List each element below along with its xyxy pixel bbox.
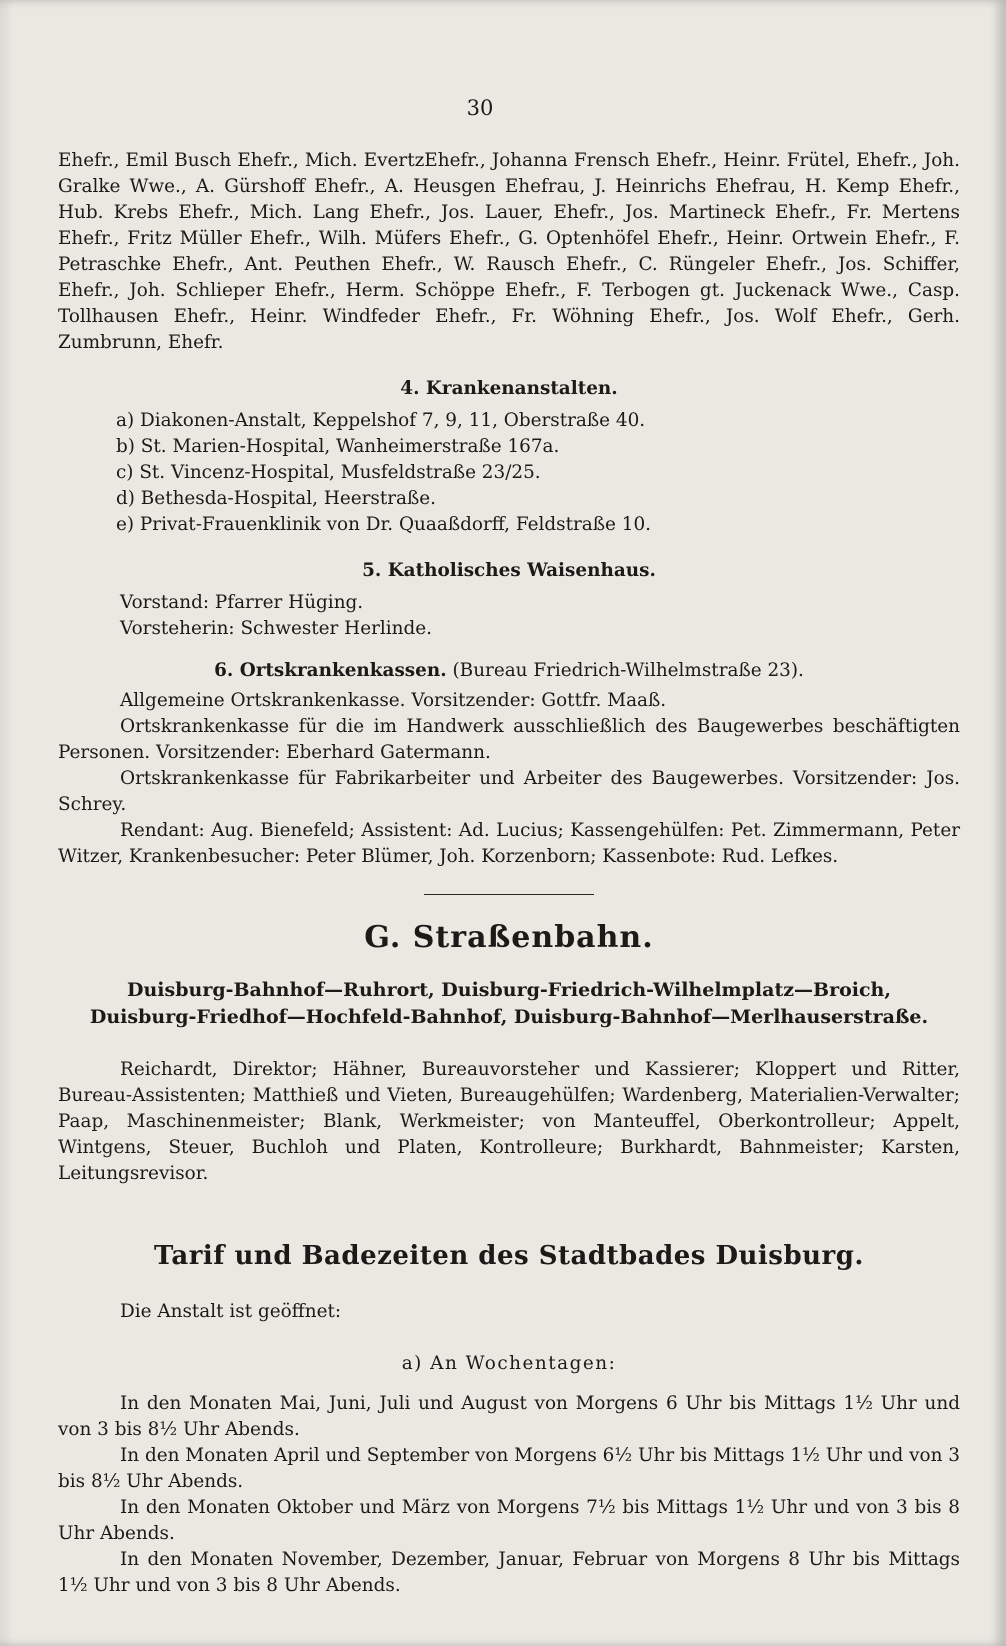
section-strassenbahn bbox=[58, 920, 960, 1187]
divider bbox=[424, 894, 594, 895]
paragraph: Ortskrankenkasse für die im Handwerk ausschließlich des Baugewerbes beschäftigten Personen. Vorsitzender: Eberhard Gatermann. bbox=[58, 716, 960, 763]
schedule-paragraph: In den Monaten Oktober und März von Morgens 7½ bis Mittags 1½ Uhr und von 3 bis 8 Uhr Abends. bbox=[58, 1497, 960, 1544]
section-heading-note: (Bureau Friedrich-Wilhelmstraße 23). bbox=[452, 660, 804, 681]
schedule-paragraph: In den Monaten Mai, Juni, Juli und August von Morgens 6 Uhr bis Mittags 1½ Uhr und von 3 bis 8½ Uhr Abends. bbox=[58, 1393, 960, 1440]
list-item: c) St. Vincenz-Hospital, Musfeldstraße 23/25. bbox=[116, 462, 541, 483]
section-ortskrankenkassen bbox=[58, 658, 960, 870]
weekday-heading: a) An Wochentagen: bbox=[401, 1353, 617, 1374]
bath-title: Tarif und Badezeiten des Stadtbades Duisburg. bbox=[154, 1241, 864, 1271]
section-krankenanstalten bbox=[58, 376, 960, 538]
paragraph: Rendant: Aug. Bienefeld; Assistent: Ad. Lucius; Kassengehülfen: Pet. Zimmermann, Peter Witzer, Krankenbesucher: Peter Blümer, Joh. Korzenborn; Kassenbote: Rud. Lefkes. bbox=[58, 820, 960, 867]
route-line: Duisburg-Bahnhof—Ruhrort, Duisburg-Friedrich-Wilhelmplatz—Broich, bbox=[127, 979, 891, 1001]
section-stadtbad bbox=[58, 1243, 960, 1599]
section-waisenhaus bbox=[58, 558, 960, 642]
staff-paragraph: Reichardt, Direktor; Hähner, Bureauvorsteher und Kassierer; Kloppert und Ritter, Bureau-Assistenten; Matthieß und Vieten, Bureaugehülfen; Wardenberg, Materialien-Verwalter; Paap, Maschinenmeister; Blank, Werkmeister; von Manteuffel, Oberkontrolleur; Appelt, Wintgens, Steuer, Buchloh und Platen, Kontrolleure; Burkhardt, Bahnmeister; Karsten, Leitungsrevisor. bbox=[58, 1059, 960, 1184]
section-heading-row bbox=[58, 658, 960, 684]
section-title: G. Straßenbahn. bbox=[364, 920, 654, 955]
list-item: e) Privat-Frauenklinik von Dr. Quaaßdorff, Feldstraße 10. bbox=[116, 514, 651, 535]
section-heading: 5. Katholisches Waisenhaus. bbox=[362, 560, 656, 581]
list-item: d) Bethesda-Hospital, Heerstraße. bbox=[116, 488, 437, 509]
list-item: a) Diakonen-Anstalt, Keppelshof 7, 9, 11, Oberstraße 40. bbox=[116, 410, 646, 431]
open-line: Die Anstalt ist geöffnet: bbox=[120, 1301, 342, 1322]
names-paragraph: Ehefr., Emil Busch Ehefr., Mich. EvertzEhefr., Johanna Frensch Ehefr., Heinr. Frütel, Ehefr., Joh. Gralke Wwe., A. Gürshoff Ehefr., A. Heusgen Ehefrau, J. Heinrichs Ehefrau, H. Kemp Ehefr., Hub. Krebs Ehefr., Mich. Lang Ehefr., Jos. Lauer, Ehefr., Jos. Martineck Ehefr., Fr. Mertens Ehefr., Fritz Müller Ehefr., Wilh. Müfers Ehefr., G. Optenhöfel Ehefr., Heinr. Ortwein Ehefr., F. Petraschke Ehefr., Ant. Peuthen Ehefr., W. Rausch Ehefr., C. Rüngeler Ehefr., Jos. Schiffer, Ehefr., Joh. Schlieper Ehefr., Herm. Schöppe Ehefr., F. Terbogen gt. Juckenack Wwe., Casp. Tollhausen Ehefr., Heinr. Windfeder Ehefr., Fr. Wöhning Ehefr., Jos. Wolf Ehefr., Gerh. Zumbrunn, Ehefr. bbox=[58, 150, 960, 353]
paragraph: Ortskrankenkasse für Fabrikarbeiter und Arbeiter des Baugewerbes. Vorsitzender: Jos. Schrey. bbox=[58, 768, 960, 815]
section-heading: 6. Ortskrankenkassen. bbox=[214, 660, 447, 681]
section-heading: 4. Krankenanstalten. bbox=[400, 378, 618, 399]
schedule-paragraph: In den Monaten April und September von Morgens 6½ Uhr bis Mittags 1½ Uhr und von 3 bis 8½ Uhr Abends. bbox=[58, 1445, 960, 1492]
paragraph: Allgemeine Ortskrankenkasse. Vorsitzender: Gottfr. Maaß. bbox=[120, 690, 667, 711]
list-item: b) St. Marien-Hospital, Wanheimerstraße 167a. bbox=[116, 436, 560, 457]
text-line: Vorsteherin: Schwester Herlinde. bbox=[120, 618, 432, 639]
route-line: Duisburg-Friedhof—Hochfeld-Bahnhof, Duisburg-Bahnhof—Merlhauserstraße. bbox=[89, 1006, 929, 1028]
page-content bbox=[58, 148, 960, 1599]
schedule-paragraph: In den Monaten November, Dezember, Januar, Februar von Morgens 8 Uhr bis Mittags 1½ Uhr und von 3 bis 8 Uhr Abends. bbox=[58, 1549, 960, 1596]
page-number: 30 bbox=[466, 96, 494, 120]
hospital-list bbox=[116, 408, 960, 538]
text-line: Vorstand: Pfarrer Hüging. bbox=[120, 592, 364, 613]
